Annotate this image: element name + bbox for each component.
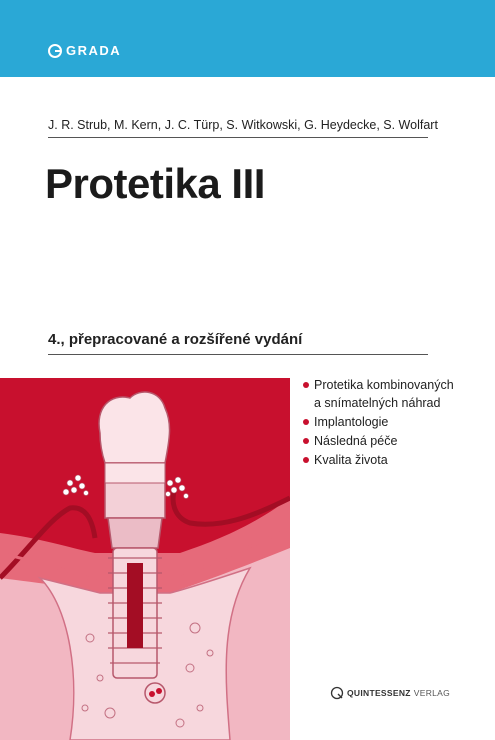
bullet-dot-icon [303, 419, 309, 425]
feature-list [303, 376, 454, 470]
grada-logo [48, 43, 121, 58]
quintessenz-q-icon [330, 686, 344, 700]
feature-text: Protetika kombinovaných [314, 378, 454, 392]
grada-g-icon [48, 44, 62, 58]
authors-divider [48, 137, 428, 138]
bullet-dot-icon [303, 457, 309, 463]
feature-list-item [303, 413, 454, 431]
bullet-dot-icon [303, 382, 309, 388]
implant-illustration [0, 378, 290, 740]
feature-list-item [303, 451, 454, 469]
feature-list-item [303, 376, 454, 412]
publisher-name: QUINTESSENZ [347, 688, 411, 698]
feature-text: Implantologie [314, 415, 389, 429]
grada-logo-text: GRADA [66, 43, 122, 58]
feature-text: a snímatelných náhrad [314, 396, 441, 410]
top-band [0, 0, 495, 77]
edition-divider [48, 354, 428, 355]
feature-text: Následná péče [314, 434, 398, 448]
publisher-suffix: VERLAG [413, 688, 451, 698]
bullet-dot-icon [303, 438, 309, 444]
authors: J. R. Strub, M. Kern, J. C. Türp, S. Witkowski, G. Heydecke, S. Wolfart [48, 118, 438, 132]
book-title: Protetika III [45, 160, 265, 207]
feature-list-item [303, 432, 454, 450]
edition: 4., přepracované a rozšířené vydání [48, 331, 303, 348]
quintessenz-logo [330, 686, 450, 700]
feature-text: Kvalita života [314, 453, 388, 467]
